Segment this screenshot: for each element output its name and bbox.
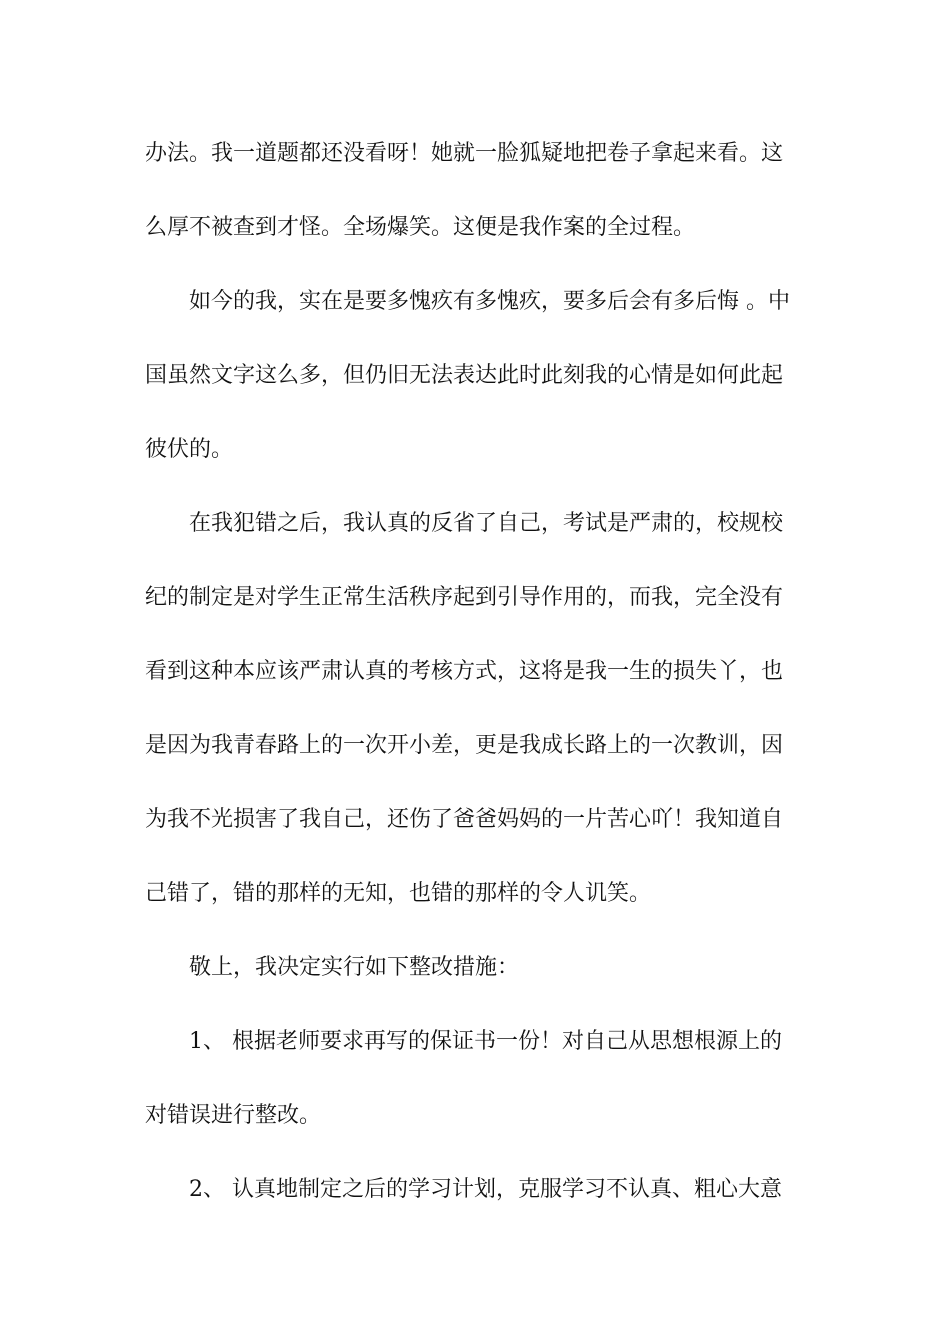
text-line: 如今的我，实在是要多愧疚有多愧疚，要多后会有多后悔 。中 [189,289,790,314]
text-line: 么厚不被查到才怪。全场爆笑。这便是我作案的全过程。 [145,215,696,240]
document-body [145,117,807,1227]
text-line: 为我不光损害了我自己，还伤了爸爸妈妈的一片苦心吖！我知道自 [145,807,784,832]
text-line: 纪的制定是对学生正常生活秩序起到引导作用的，而我，完全没有 [145,585,784,610]
text-line: 国虽然文字这么多，但仍旧无法表达此时此刻我的心情是如何此起 [145,363,784,388]
text-line: 己错了，错的那样的无知，也错的那样的令人讥笑。 [145,881,652,906]
text-line: 对错误进行整改。 [145,1103,322,1128]
text-line: 敬上，我决定实行如下整改措施： [189,955,520,980]
text-line: 看到这种本应该严肃认真的考核方式，这将是我一生的损失丫，也 [145,659,784,684]
text-line: 办法。我一道题都还没看呀！她就一脸狐疑地把卷子拿起来看。这 [145,141,784,166]
text-line: 彼伏的。 [145,437,234,462]
text-line: 在我犯错之后，我认真的反省了自己，考试是严肃的，校规校 [189,511,784,536]
text-line: 1、 根据老师要求再写的保证书一份！对自己从思想根源上的 [189,1029,782,1054]
text-line: 是因为我青春路上的一次开小差，更是我成长路上的一次教训，因 [145,733,784,758]
text-line: 2、 认真地制定之后的学习计划，克服学习不认真、粗心大意 [189,1177,782,1202]
